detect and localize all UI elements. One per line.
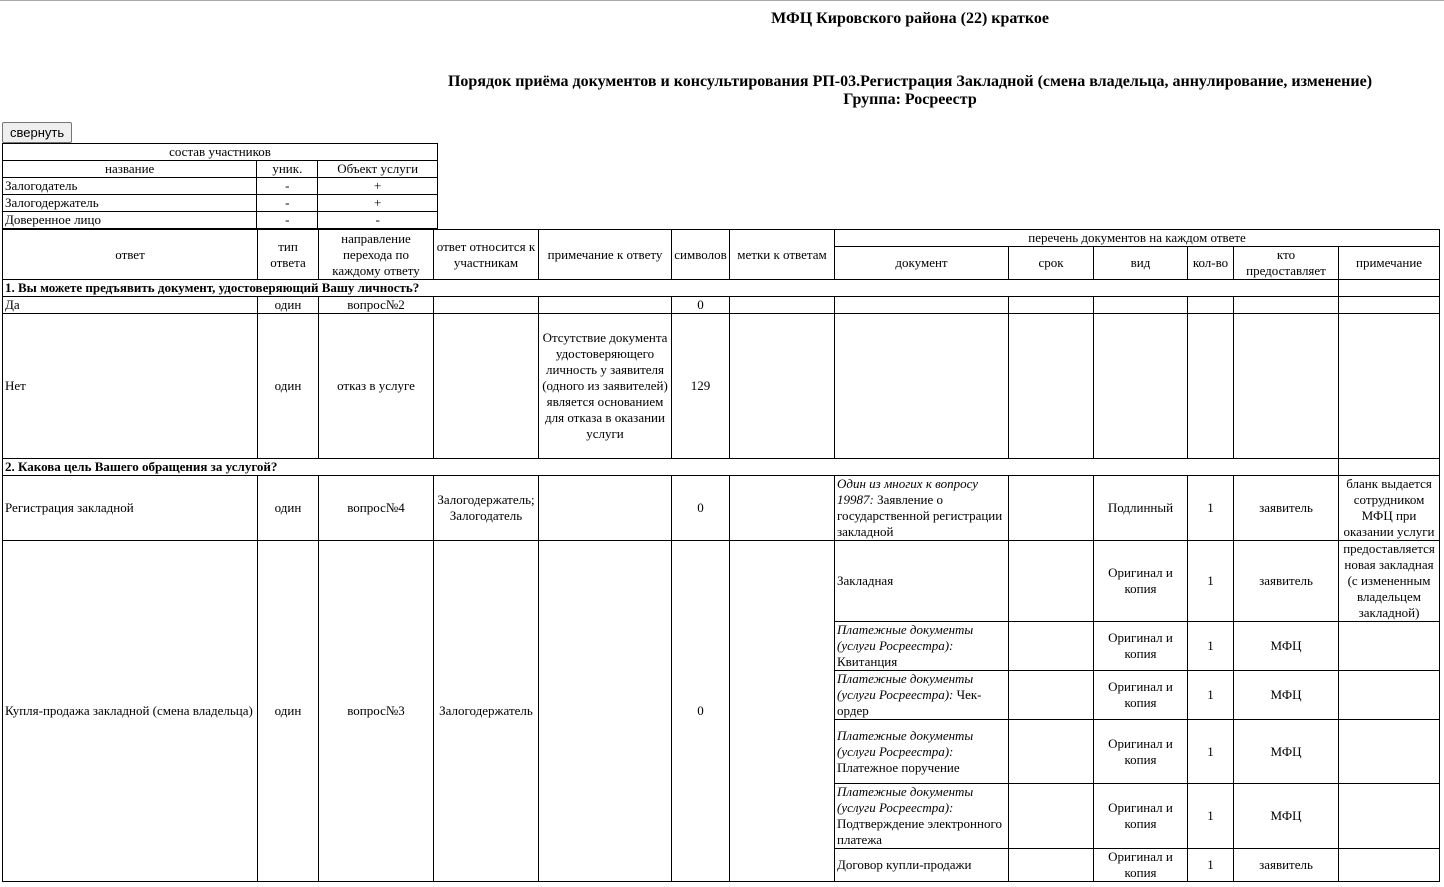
header-row-1 [3, 230, 1440, 247]
doc-note-cell [1339, 314, 1440, 459]
doc-prefix: Один из многих к вопросу 19987: [837, 476, 979, 507]
answer-tags [730, 314, 835, 459]
header-direction: направление перехода по каждому ответу [319, 230, 434, 280]
provider-cell: МФЦ [1234, 622, 1339, 671]
answer-chars: 0 [672, 541, 730, 882]
term-cell [1009, 720, 1094, 784]
answer-type: один [258, 541, 319, 882]
answers-table [2, 229, 1440, 882]
provider-cell [1234, 314, 1339, 459]
doc-name: Закладная [837, 573, 894, 588]
doc-name: Заявление о государственной регистрации закладной [837, 492, 1003, 539]
participants-caption: состав участников [3, 144, 438, 161]
qty-cell: 1 [1188, 622, 1234, 671]
doc-cell [835, 671, 1009, 720]
provider-cell: заявитель [1234, 849, 1339, 882]
term-cell [1009, 849, 1094, 882]
participant-uniq: - [257, 212, 318, 229]
term-cell [1009, 541, 1094, 622]
kind-cell: Оригинал и копия [1094, 671, 1188, 720]
question-title: 2. Какова цель Вашего обращения за услугой? [3, 459, 1339, 476]
subtitle-line1: Порядок приёма документов и консультирования РП-03.Регистрация Закладной (смена владельца, аннулирование, изменение) [447, 73, 1373, 90]
kind-cell [1094, 314, 1188, 459]
doc-note-cell: бланк выдается сотрудником МФЦ при оказании услуги [1339, 476, 1440, 541]
answer-participants: Залогодержатель; Залогодатель [434, 476, 539, 541]
answer-chars: 129 [672, 314, 730, 459]
term-cell [1009, 297, 1094, 314]
answer-text: Нет [3, 314, 258, 459]
top-border [0, 0, 1444, 1]
header-doc-note: примечание [1339, 247, 1440, 280]
participant-object: + [318, 178, 438, 195]
answer-text: Да [3, 297, 258, 314]
doc-name: Чек-ордер [837, 687, 982, 718]
qty-cell [1188, 314, 1234, 459]
answer-note [539, 541, 672, 882]
page-subtitle [0, 73, 1444, 109]
header-type: тип ответа [258, 230, 319, 280]
qty-cell: 1 [1188, 849, 1234, 882]
answer-note: Отсутствие документа удостоверяющего личность у заявителя (одного из заявителей) является основанием для отказа в оказании услуги [539, 314, 672, 459]
provider-cell: МФЦ [1234, 784, 1339, 849]
provider-cell: заявитель [1234, 541, 1339, 622]
doc-cell [835, 849, 1009, 882]
header-answer: ответ [3, 230, 258, 280]
table-row [3, 212, 438, 229]
doc-note-cell: предоставляется новая закладная (с измененным владельцем закладной) [1339, 541, 1440, 622]
doc-prefix: Платежные документы (услуги Росреестра): [837, 671, 974, 702]
qty-cell: 1 [1188, 476, 1234, 541]
header-note: примечание к ответу [539, 230, 672, 280]
collapse-button[interactable]: свернуть [2, 122, 72, 143]
answer-tags [730, 541, 835, 882]
answer-participants [434, 314, 539, 459]
answer-chars: 0 [672, 297, 730, 314]
answer-direction[interactable]: вопрос№3 [319, 541, 434, 882]
kind-cell: Оригинал и копия [1094, 720, 1188, 784]
header-uniq: уник. [257, 161, 318, 178]
doc-cell [835, 297, 1009, 314]
kind-cell [1094, 297, 1188, 314]
question-row [3, 459, 1440, 476]
doc-name: Договор купли-продажи [837, 857, 972, 872]
answer-note [539, 476, 672, 541]
header-doc: документ [835, 247, 1009, 280]
header-docs-group: перечень документов на каждом ответе [835, 230, 1440, 247]
term-cell [1009, 314, 1094, 459]
answer-tags [730, 476, 835, 541]
kind-cell: Оригинал и копия [1094, 622, 1188, 671]
answer-text: Регистрация закладной [3, 476, 258, 541]
doc-prefix: Платежные документы (услуги Росреестра): [837, 727, 974, 759]
table-row [3, 178, 438, 195]
answer-participants [434, 297, 539, 314]
header-tags: метки к ответам [730, 230, 835, 280]
page-title: МФЦ Кировского района (22) краткое [771, 10, 1049, 27]
empty-cell [1339, 280, 1440, 297]
answer-chars: 0 [672, 476, 730, 541]
kind-cell: Оригинал и копия [1094, 849, 1188, 882]
header-provider: кто предоставляет [1234, 247, 1339, 280]
doc-cell [835, 720, 1009, 784]
participant-object: - [318, 212, 438, 229]
answer-direction[interactable]: отказ в услуге [319, 314, 434, 459]
doc-note-cell [1339, 849, 1440, 882]
answer-type: один [258, 314, 319, 459]
participant-name: Доверенное лицо [3, 212, 257, 229]
provider-cell: МФЦ [1234, 671, 1339, 720]
question-row [3, 280, 1440, 297]
table-row [3, 476, 1440, 541]
doc-name: Подтверждение электронного платежа [837, 816, 1002, 847]
header-participants: ответ относится к участникам [434, 230, 539, 280]
participant-name: Залогодержатель [3, 195, 257, 212]
header-chars: символов [672, 230, 730, 280]
doc-note-cell [1339, 622, 1440, 671]
header-qty: кол-во [1188, 247, 1234, 280]
term-cell [1009, 671, 1094, 720]
header-kind: вид [1094, 247, 1188, 280]
subtitle-line2: Группа: Росреестр [843, 91, 977, 108]
header-name: название [3, 161, 257, 178]
term-cell [1009, 622, 1094, 671]
participant-name: Залогодатель [3, 178, 257, 195]
answer-direction[interactable]: вопрос№2 [319, 297, 434, 314]
answer-text: Купля-продажа закладной (смена владельца) [3, 541, 258, 882]
doc-cell [835, 622, 1009, 671]
doc-cell [835, 476, 1009, 541]
question-title: 1. Вы можете предъявить документ, удостоверяющий Вашу личность? [3, 280, 1339, 297]
doc-note-cell [1339, 784, 1440, 849]
table-row [3, 195, 438, 212]
answer-direction[interactable]: вопрос№4 [319, 476, 434, 541]
doc-name: Квитанция [837, 654, 898, 669]
answer-participants: Залогодержатель [434, 541, 539, 882]
answer-type: один [258, 297, 319, 314]
doc-note-cell [1339, 297, 1440, 314]
kind-cell: Подлинный [1094, 476, 1188, 541]
doc-note-cell [1339, 671, 1440, 720]
empty-cell [1339, 459, 1440, 476]
participant-object: + [318, 195, 438, 212]
answer-tags [730, 297, 835, 314]
table-row [3, 314, 1440, 459]
kind-cell: Оригинал и копия [1094, 541, 1188, 622]
provider-cell: заявитель [1234, 476, 1339, 541]
header-term: срок [1009, 247, 1094, 280]
header-object: Объект услуги [318, 161, 438, 178]
qty-cell: 1 [1188, 671, 1234, 720]
participant-uniq: - [257, 178, 318, 195]
table-row [3, 541, 1440, 622]
doc-note-cell [1339, 720, 1440, 784]
term-cell [1009, 476, 1094, 541]
table-row [3, 297, 1440, 314]
doc-prefix: Платежные документы (услуги Росреестра): [837, 622, 974, 653]
answer-note [539, 297, 672, 314]
qty-cell: 1 [1188, 541, 1234, 622]
doc-name: Платежное поручение [837, 759, 960, 775]
participants-header-row [3, 161, 438, 178]
doc-cell [835, 314, 1009, 459]
doc-prefix: Платежные документы (услуги Росреестра): [837, 784, 974, 815]
qty-cell [1188, 297, 1234, 314]
provider-cell: МФЦ [1234, 720, 1339, 784]
qty-cell: 1 [1188, 720, 1234, 784]
participant-uniq: - [257, 195, 318, 212]
kind-cell: Оригинал и копия [1094, 784, 1188, 849]
term-cell [1009, 784, 1094, 849]
qty-cell: 1 [1188, 784, 1234, 849]
doc-cell [835, 784, 1009, 849]
answer-type: один [258, 476, 319, 541]
participants-table [2, 143, 438, 229]
provider-cell [1234, 297, 1339, 314]
doc-cell [835, 541, 1009, 622]
